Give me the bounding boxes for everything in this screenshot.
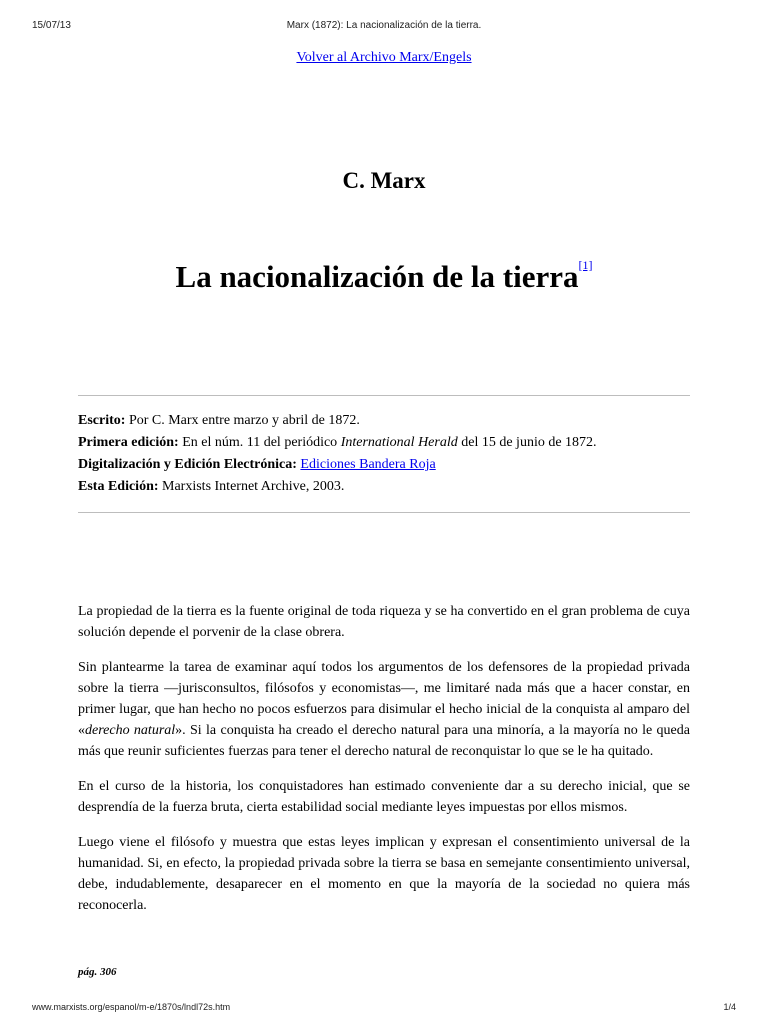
metadata-edition-row (78, 476, 690, 498)
page-title (0, 258, 768, 295)
first-edition-pre: En el núm. 11 del periódico (182, 435, 338, 450)
metadata-digitization-row (78, 454, 690, 476)
written-label: Escrito: (78, 413, 126, 428)
edition-label: Esta Edición: (78, 479, 159, 494)
paragraph-1: La propiedad de la tierra es la fuente original de toda riqueza y se ha convertido en el gran problema de cuya solución depende el porvenir de la clase obrera. (78, 604, 690, 640)
back-link-container (0, 50, 768, 66)
print-document-title: Marx (1872): La nacionalización de la tierra. (286, 20, 482, 31)
page-title-text: La nacionalización de la tierra (175, 259, 579, 294)
paragraph-2-part-b: ». Si la conquista ha creado el derecho natural para una minoría, a la mayoría no le queda más que reunir suficientes fuerzas para tener el derecho natural de reconquistar lo que se le ha quitado. (78, 723, 690, 759)
divider-bottom (78, 512, 690, 513)
print-date: 15/07/13 (32, 20, 71, 31)
footnote-link[interactable]: [1] (578, 258, 593, 272)
print-footer (0, 994, 768, 1024)
digitization-link[interactable]: Ediciones Bandera Roja (300, 457, 436, 472)
article-body (78, 601, 690, 930)
metadata-block (78, 410, 690, 498)
written-value: Por C. Marx entre marzo y abril de 1872. (128, 413, 360, 428)
paragraph-3: En el curso de la historia, los conquistadores han estimado conveniente dar a su derecho inicial, que se desprendía de la fuerza bruta, cierta estabilidad social mediante leyes impuestas por ellos mismos. (78, 779, 690, 815)
metadata-first-edition-row (78, 432, 690, 454)
divider-top (78, 395, 690, 396)
first-edition-label: Primera edición: (78, 435, 179, 450)
first-edition-periodical: International Herald (340, 435, 458, 450)
paragraph-2-part-a: Sin plantearme la tarea de examinar aquí todos los argumentos de los defensores de la propiedad privada sobre la tierra —jurisconsultos, filósofos y economistas—, me limitaré nada más que a hacer constar, en primer lugar, que han hecho no pocos esfuerzos para disimular el hecho inicial de la conquista al amparo del « (78, 660, 690, 738)
first-edition-post: del 15 de junio de 1872. (461, 435, 597, 450)
author-name: C. Marx (342, 168, 426, 193)
back-to-archive-link[interactable]: Volver al Archivo Marx/Engels (296, 50, 472, 65)
print-header (0, 0, 768, 40)
paragraph-2 (78, 657, 690, 762)
print-url: www.marxists.org/espanol/m-e/1870s/lndl72s.htm (32, 1002, 231, 1012)
digitization-label: Digitalización y Edición Electrónica: (78, 457, 297, 472)
metadata-written-row (78, 410, 690, 432)
edition-value: Marxists Internet Archive, 2003. (162, 479, 345, 494)
title-footnote-sup (578, 258, 592, 272)
page-marker: pág. 306 (78, 966, 117, 978)
paragraph-2-emphasis: derecho natural (85, 723, 176, 738)
print-page-count: 1/4 (723, 1002, 736, 1012)
paragraph-4: Luego viene el filósofo y muestra que estas leyes implican y expresan el consentimiento universal de la humanidad. Si, en efecto, la propiedad privada sobre la tierra se basa en semejante consentimiento universal, debe, indudablemente, desaparecer en el momento en que la mayoría de la sociedad no quiera más reconocerla. (78, 835, 690, 913)
